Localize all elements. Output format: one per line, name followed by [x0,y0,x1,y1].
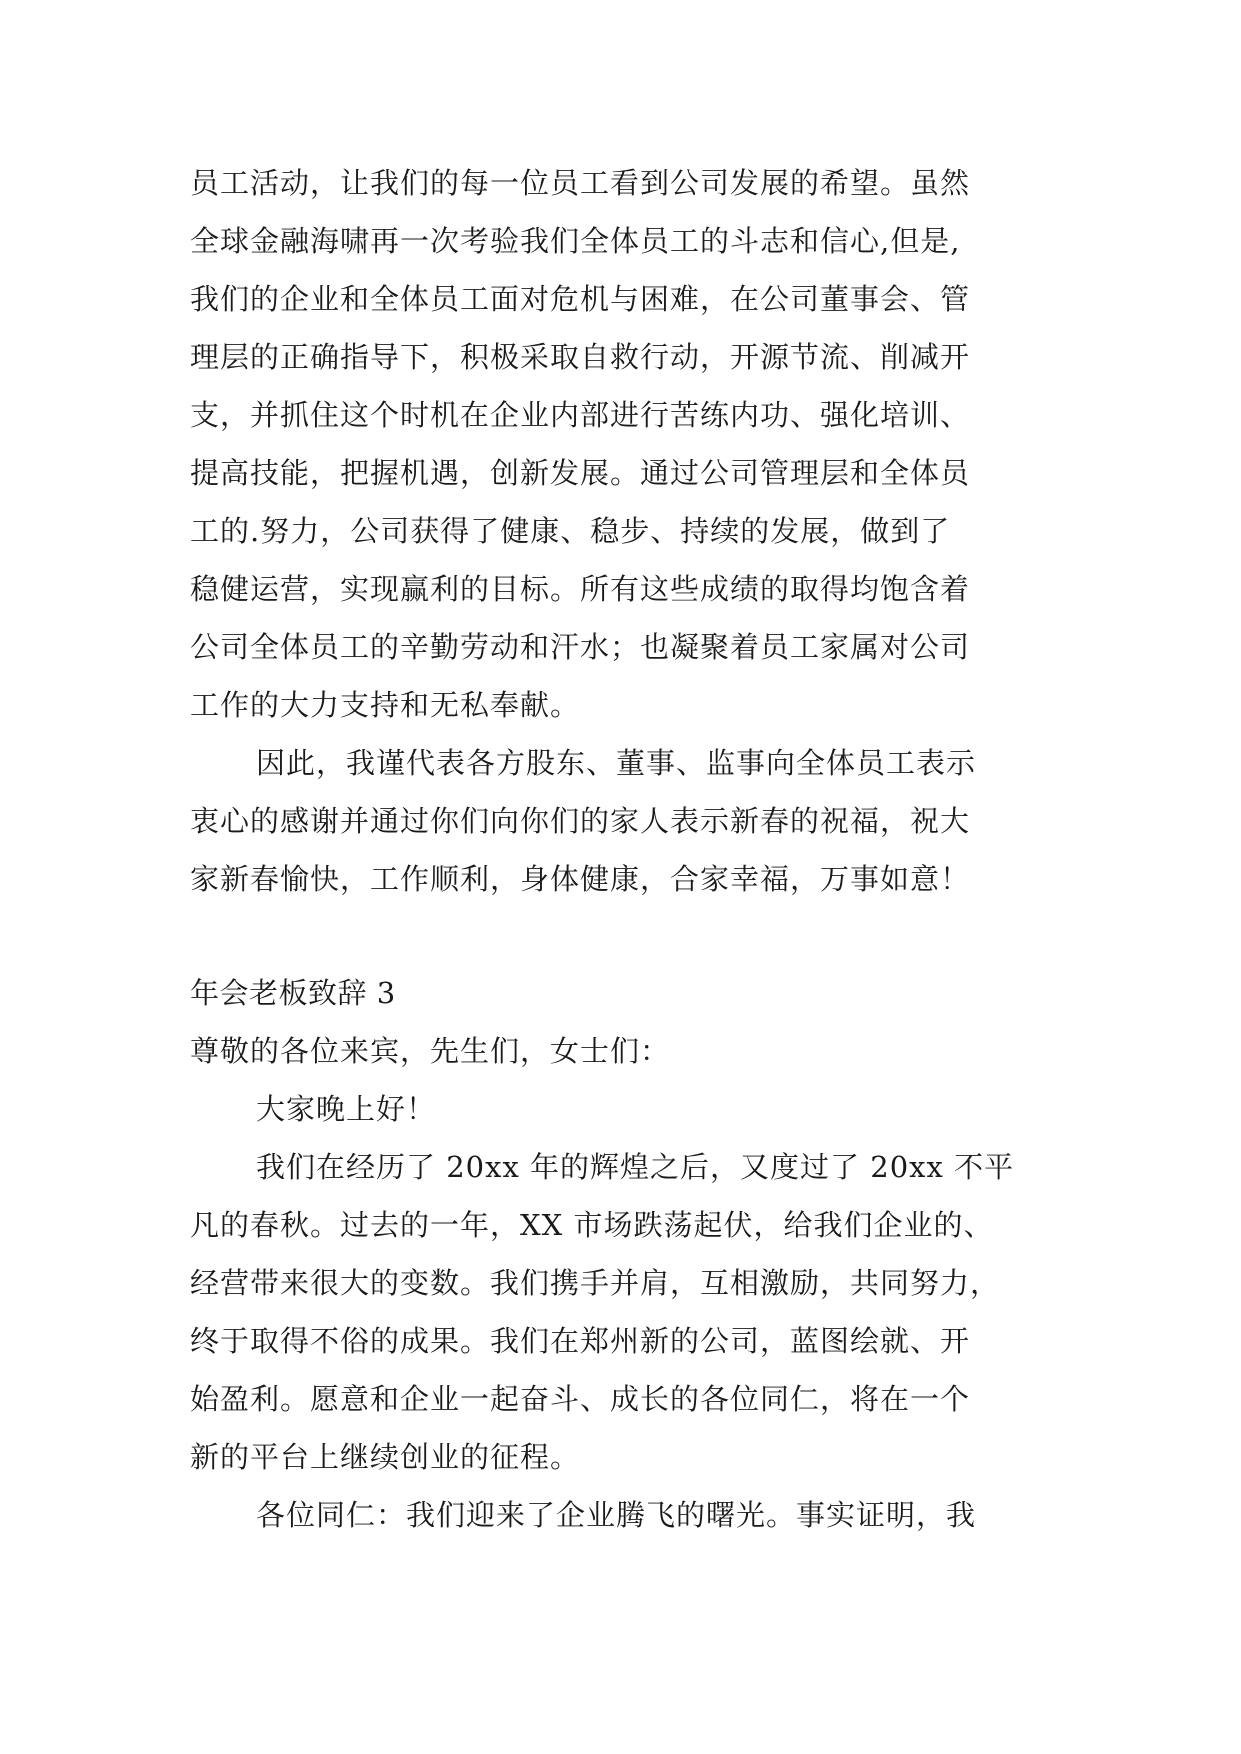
paragraph-1-line-7: 工的.努力，公司获得了健康、稳步、持续的发展，做到了 [190,514,951,548]
greeting: 大家晚上好！ [256,1092,437,1126]
paragraph-3-line-5: 始盈利。愿意和企业一起奋斗、成长的各位同仁，将在一个 [190,1382,971,1416]
paragraph-1-line-10: 工作的大力支持和无私奉献。 [190,688,581,722]
paragraph-3-line-6: 新的平台上继续创业的征程。 [190,1440,581,1474]
paragraph-1-line-1: 员工活动，让我们的每一位员工看到公司发展的希望。虽然 [190,166,971,200]
paragraph-2-line-2: 衷心的感谢并通过你们向你们的家人表示新春的祝福，祝大 [190,804,971,838]
section-title: 年会老板致辞 3 [190,976,396,1010]
paragraph-2-line-3: 家新春愉快，工作顺利，身体健康，合家幸福，万事如意！ [190,862,971,896]
salutation: 尊敬的各位来宾，先生们，女士们： [190,1034,671,1068]
paragraph-3-line-3: 经营带来很大的变数。我们携手并肩，互相激励，共同努力， [190,1266,1001,1300]
paragraph-3-line-4: 终于取得不俗的成果。我们在郑州新的公司，蓝图绘就、开 [190,1324,971,1358]
paragraph-1-line-6: 提高技能，把握机遇，创新发展。通过公司管理层和全体员 [190,456,971,490]
paragraph-1-line-8: 稳健运营，实现赢利的目标。所有这些成绩的取得均饱含着 [190,572,971,606]
paragraph-1-line-3: 我们的企业和全体员工面对危机与困难，在公司董事会、管 [190,282,971,316]
paragraph-1-line-2: 全球金融海啸再一次考验我们全体员工的斗志和信心,但是, [190,224,961,258]
paragraph-1-line-4: 理层的正确指导下，积极采取自救行动，开源节流、削减开 [190,340,971,374]
paragraph-2-line-1: 因此，我谨代表各方股东、董事、监事向全体员工表示 [256,746,977,780]
paragraph-1-line-5: 支，并抓住这个时机在企业内部进行苦练内功、强化培训、 [190,398,971,432]
paragraph-3-line-2: 凡的春秋。过去的一年，XX 市场跌荡起伏，给我们企业的、 [190,1208,994,1242]
paragraph-1-line-9: 公司全体员工的辛勤劳动和汗水；也凝聚着员工家属对公司 [190,630,971,664]
paragraph-3-line-1: 我们在经历了 20xx 年的辉煌之后，又度过了 20xx 不平 [256,1150,1015,1184]
paragraph-4-line-1: 各位同仁：我们迎来了企业腾飞的曙光。事实证明，我 [256,1498,977,1532]
